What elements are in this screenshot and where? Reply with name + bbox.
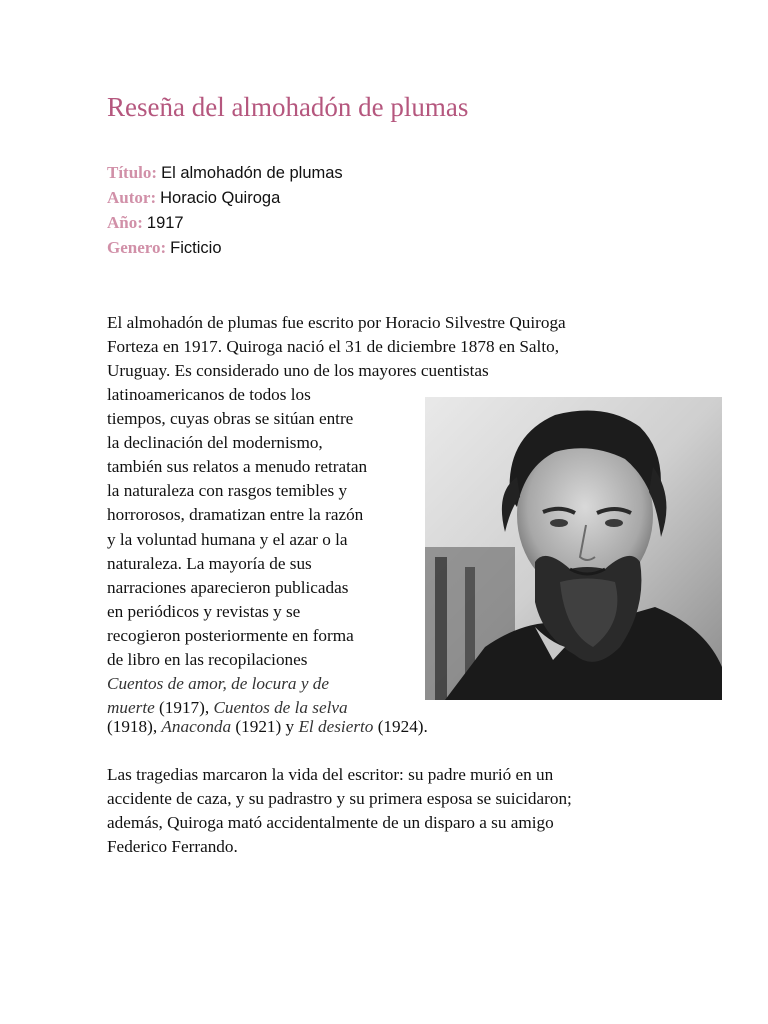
text-fragment: (1918),: [107, 717, 162, 736]
text-fragment: (1921) y: [231, 717, 299, 736]
paragraph-1-wrapped: [107, 383, 427, 720]
text-line: en periódicos y revistas y se: [107, 601, 301, 621]
meta-key: Título:: [107, 163, 158, 182]
text-line: naturaleza. La mayoría de sus: [107, 553, 312, 573]
meta-row-author: [107, 185, 343, 210]
meta-row-title: [107, 160, 343, 185]
text-line: latinoamericanos de todos los: [107, 385, 311, 404]
text-line: tiempos, cuyas obras se sitúan entre: [107, 409, 354, 429]
meta-row-year: [107, 210, 343, 235]
text-line: Las tragedias marcaron la vida del escritor: su padre murió en un: [107, 765, 554, 784]
text-line: además, Quiroga mató accidentalmente de un disparo a su amigo: [107, 813, 554, 833]
text-line: Uruguay. Es considerado uno de los mayores cuentistas: [107, 361, 489, 381]
meta-value: Ficticio: [170, 239, 222, 257]
meta-key: Año:: [107, 213, 143, 232]
paragraph-1-intro: [107, 311, 667, 383]
text-line: accidente de caza, y su padrastro y su primera esposa se suicidaron;: [107, 789, 572, 809]
book-title: Cuentos de la selva: [213, 698, 348, 718]
meta-key: Autor:: [107, 188, 157, 207]
metadata-block: [107, 160, 343, 260]
text-line: y la voluntad humana y el azar o la: [107, 529, 348, 549]
text-line: Forteza en 1917. Quiroga nació el 31 de diciembre 1878 en Salto,: [107, 337, 559, 357]
text-line: [107, 715, 667, 739]
text-line: horrorosos, dramatizan entre la razón: [107, 505, 364, 525]
text-line: la naturaleza con rasgos temibles y: [107, 481, 348, 501]
text-line: también sus relatos a menudo retratan: [107, 457, 368, 477]
text-fragment: (1917),: [154, 698, 214, 718]
meta-row-genre: [107, 235, 343, 260]
text-fragment: (1924).: [373, 717, 428, 736]
text-line: narraciones aparecieron publicadas: [107, 577, 349, 597]
text-line: de libro en las recopilaciones: [107, 650, 308, 670]
text-line: la declinación del modernismo,: [107, 433, 323, 453]
book-title: muerte: [107, 698, 155, 718]
paragraph-2: [107, 763, 667, 859]
meta-key: Genero:: [107, 238, 167, 257]
author-portrait-photo: [425, 397, 722, 700]
text-line: El almohadón de plumas fue escrito por Horacio Silvestre Quiroga: [107, 313, 566, 332]
meta-value: 1917: [146, 214, 184, 232]
portrait-illustration: [425, 397, 722, 700]
book-title: Anaconda: [161, 717, 232, 736]
paragraph-1-tail: [107, 715, 667, 739]
document-title: Reseña del almohadón de plumas: [107, 92, 469, 122]
meta-value: Horacio Quiroga: [160, 189, 281, 207]
book-title-line: Cuentos de amor, de locura y de: [107, 674, 329, 694]
book-title: El desierto: [298, 717, 374, 736]
meta-value: El almohadón de plumas: [161, 164, 343, 182]
text-line: recogieron posteriormente en forma: [107, 625, 354, 645]
text-line: Federico Ferrando.: [107, 837, 238, 857]
